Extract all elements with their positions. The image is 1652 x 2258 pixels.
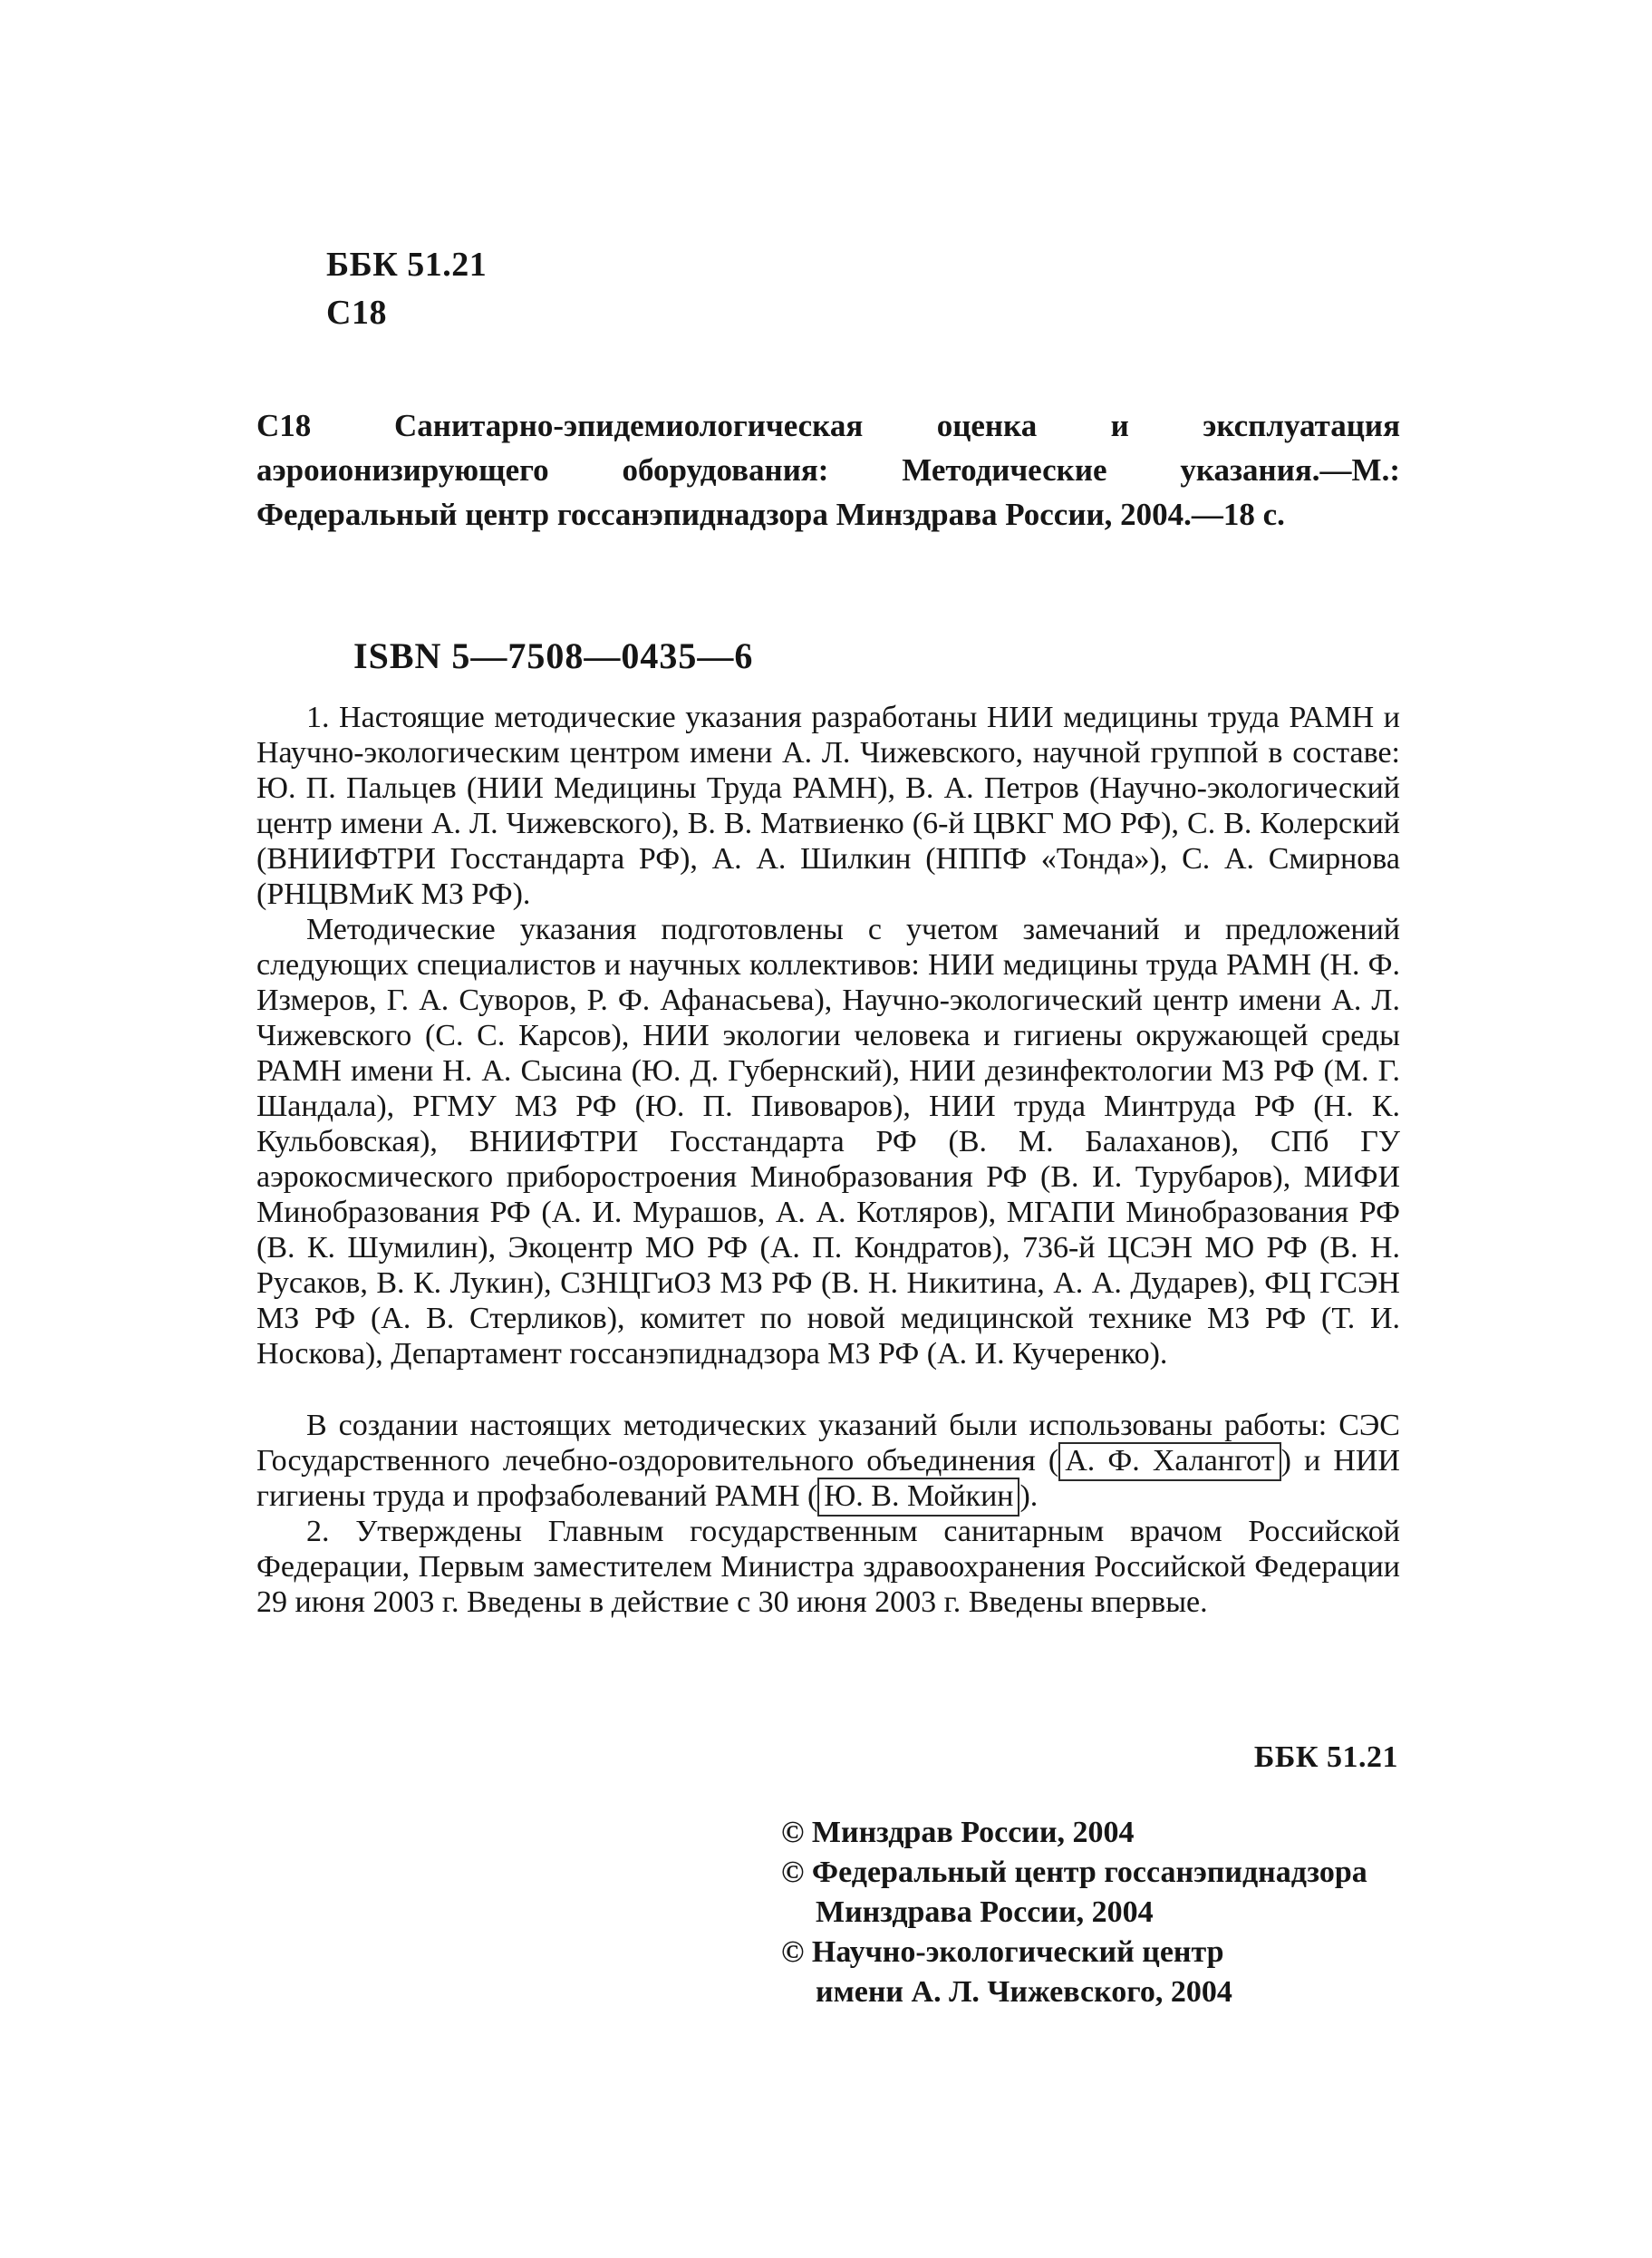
copyright-line-5: имени А. Л. Чижевского, 2004 (816, 1975, 1232, 2009)
copyright-block (781, 1813, 1367, 2012)
credits-paragraph (256, 1408, 1400, 1514)
copyright-line-4: © Научно-экологический центр (781, 1935, 1224, 1969)
credits-text-2: ) и НИИ гигиены труда и профзаболеваний РАМН ( (256, 1444, 1400, 1513)
boxed-name-moikin: Ю. В. Мойкин (817, 1478, 1019, 1517)
isbn-line: ISBN 5—7508—0435—6 (353, 635, 754, 676)
copyright-line-2: © Федеральный центр госсанэпиднадзора (781, 1856, 1367, 1889)
catalog-entry-text: Санитарно-эпидемиологическая оценка и эксплуатация аэроионизирующего оборудования: Методические указания.—М.: Федеральный центр госсанэпиднадзора Минздрава России, 2004.—18 с. (256, 408, 1400, 532)
copyright-line-1: © Минздрав России, 2004 (781, 1816, 1135, 1849)
bbk-code-bottom: ББК 51.21 (1253, 1740, 1398, 1774)
bbk-code-top: ББК 51.21 (326, 246, 488, 284)
annotation-paragraph-3: 2. Утверждены Главным государственным санитарным врачом Российской Федерации, Первым заместителем Министра здравоохранения Российской Федерации 29 июня 2003 г. Введены в действие с 30 июня 2003 г. Введены впервые. (256, 1515, 1400, 1619)
annotation-paragraph-2: Методические указания подготовлены с учетом замечаний и предложений следующих специалистов и научных коллективов: НИИ медицины труда РАМН (Н. Ф. Измеров, Г. А. Суворов, Р. Ф. Афанасьева), Научно-экологический центр имени А. Л. Чижевского (С. С. Карсов), НИИ экологии человека и гигиены окружающей среды РАМН имени Н. А. Сысина (Ю. Д. Губернский), НИИ дезинфектологии МЗ РФ (М. Г. Шандала), РГМУ МЗ РФ (Ю. П. Пивоваров), НИИ труда Минтруда РФ (Н. К. Кульбовская), ВНИИФТРИ Госстандарта РФ (В. М. Балаханов), СПб ГУ аэрокосмического приборостроения Минобразования РФ (В. И. Турубаров), МИФИ Минобразования РФ (А. И. Мурашов, А. А. Котляров), МГАПИ Минобразования РФ (В. К. Шумилин), Экоцентр МО РФ (А. П. Кондратов), 736-й ЦСЭН МО РФ (В. Н. Русаков, В. К. Лукин), СЗНЦГиОЗ МЗ РФ (В. Н. Никитина, А. А. Дударев), ФЦ ГСЭН МЗ РФ (А. В. Стерликов), комитет по новой медицинской технике МЗ РФ (Т. И. Носкова), Департамент госсанэпиднадзора МЗ РФ (А. И. Кучеренко). (256, 913, 1400, 1371)
credits-text-3: ). (1019, 1479, 1039, 1513)
catalog-entry (256, 403, 1400, 537)
annotation-paragraph-1: 1. Настоящие методические указания разработаны НИИ медицины труда РАМН и Научно-экологическим центром имени А. Л. Чижевского, научной группой в составе: Ю. П. Пальцев (НИИ Медицины Труда РАМН), В. А. Петров (Научно-экологический центр имени А. Л. Чижевского), В. В. Матвиенко (6-й ЦВКГ МО РФ), С. В. Колерский (ВНИИФТРИ Госстандарта РФ), А. А. Шилкин (НППФ «Тонда»), С. А. Смирнова (РНЦВМиК МЗ РФ). (256, 701, 1400, 911)
boxed-name-khalangot: А. Ф. Халангот (1058, 1442, 1280, 1481)
author-sign-top: С18 (326, 294, 387, 332)
copyright-line-3: Минздрава России, 2004 (816, 1895, 1154, 1929)
bbk-header-block (326, 241, 487, 337)
catalog-entry-code: С18 (256, 408, 312, 443)
annotation-block (256, 700, 1400, 1620)
credits-text-1: В создании настоящих методических указаний были использованы работы: СЭС Государственного лечебно-оздоровительного объединения ( (256, 1409, 1400, 1478)
